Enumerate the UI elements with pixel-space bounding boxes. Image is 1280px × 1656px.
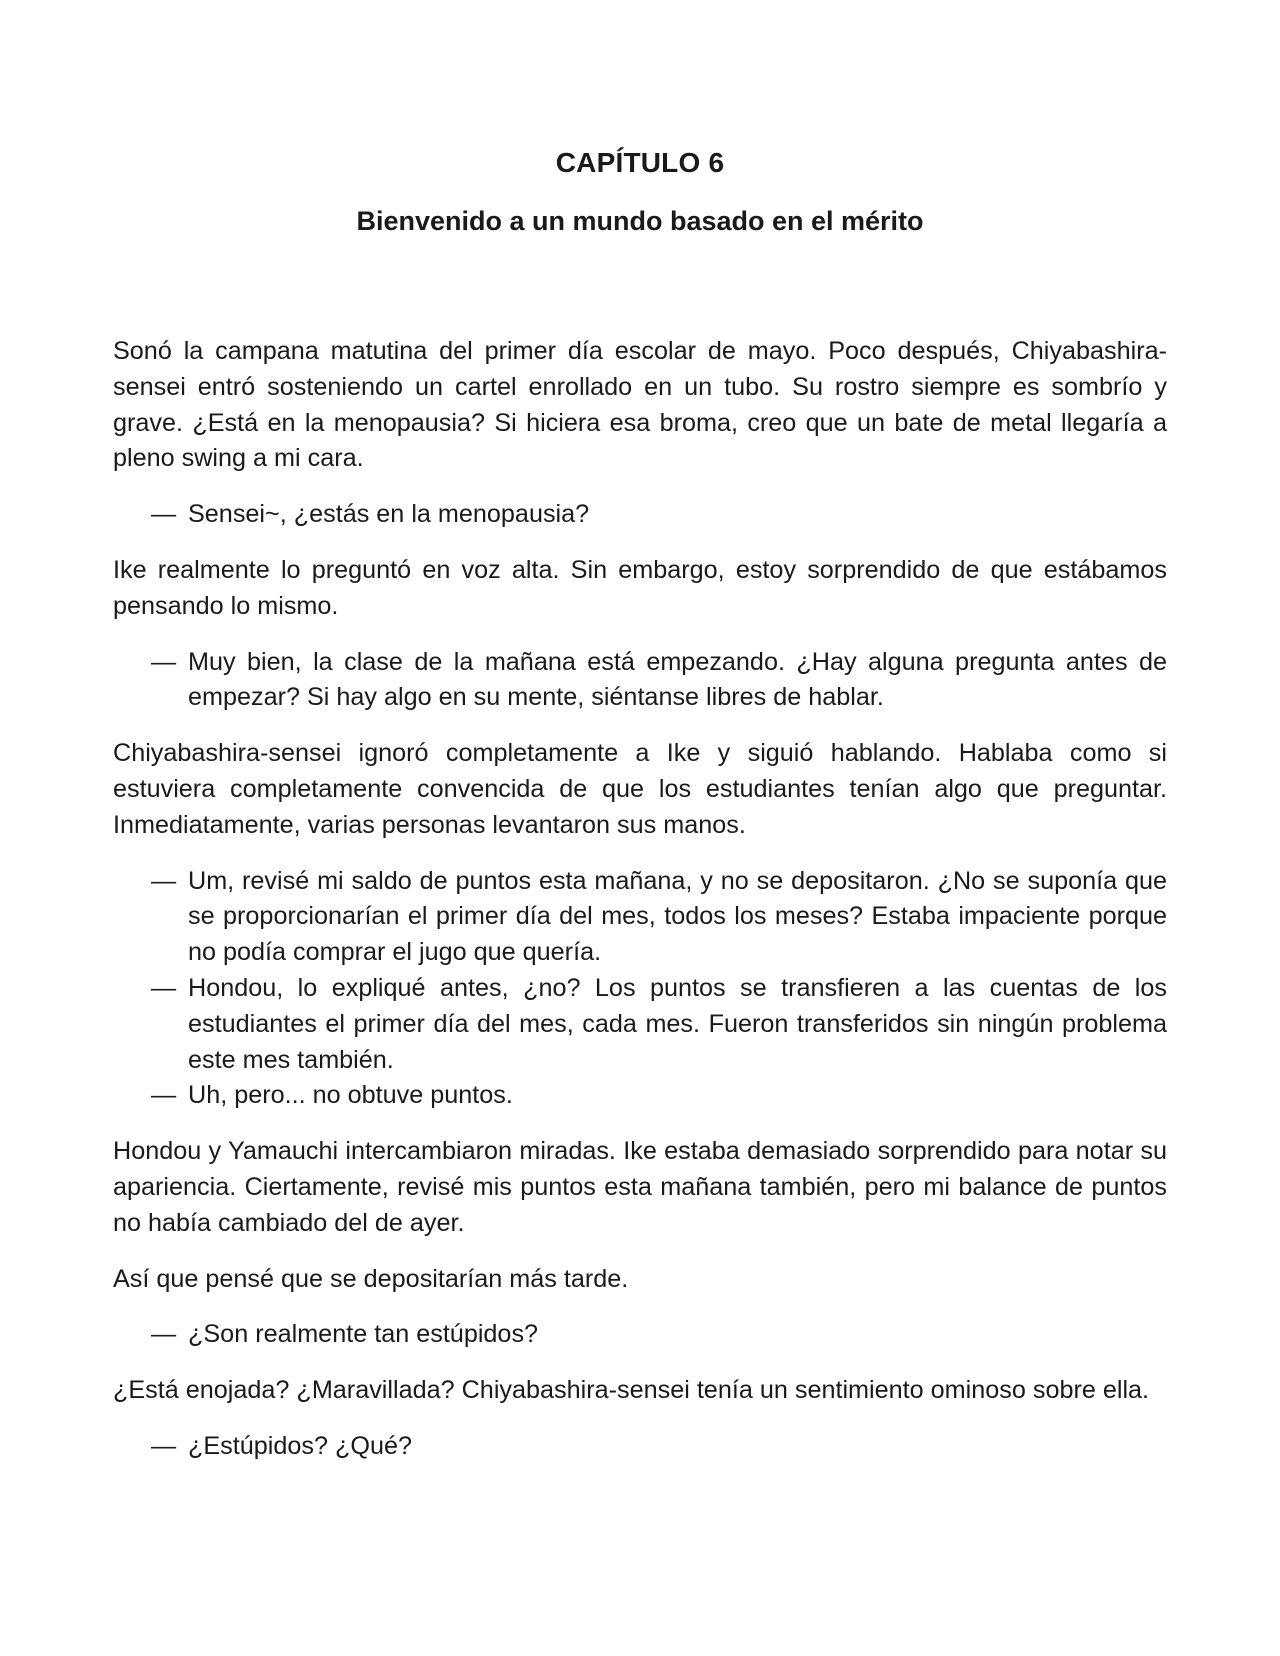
dialogue-dash: — xyxy=(151,1320,177,1349)
dialogue-dash: — xyxy=(151,866,177,895)
paragraph-4: Hondou y Yamauchi intercambiaron miradas. Ike estaba demasiado sorprendido para notar su apariencia. Ciertamente, revisé mis puntos esta mañana también, pero mi balance de puntos no había cambiado del de ayer. xyxy=(113,1137,1167,1237)
dialogue-text: Hondou, lo expliqué antes, ¿no? Los puntos se transfieren a las cuentas de los estudiantes el primer día del mes, cada mes. Fueron transferidos sin ningún problema este mes también. xyxy=(188,973,1167,1074)
paragraph-3: Chiyabashira-sensei ignoró completamente a Ike y siguió hablando. Hablaba como si estuviera completamente convencida de que los estudiantes tenían algo que preguntar. Inmediatamente, varias personas levantaron sus manos. xyxy=(113,739,1167,839)
chapter-body xyxy=(113,334,1167,1465)
dialogue-group-2 xyxy=(113,645,1167,717)
dialogue-text: Muy bien, la clase de la mañana está empezando. ¿Hay alguna pregunta antes de empezar? Si hay algo en su mente, siéntanse libres de hablar. xyxy=(188,647,1167,712)
dialogue-text: Um, revisé mi saldo de puntos esta mañana, y no se depositaron. ¿No se suponía que se proporcionarían el primer día del mes, todos los meses? Estaba impaciente porque no podía comprar el jugo que quería. xyxy=(188,866,1167,967)
chapter-title: CAPÍTULO 6 xyxy=(555,147,725,178)
dialogue-group-3 xyxy=(113,864,1167,1115)
dialogue-group-1 xyxy=(113,497,1167,533)
paragraph-6: ¿Está enojada? ¿Maravillada? Chiyabashira-sensei tenía un sentimiento ominoso sobre ella. xyxy=(113,1376,1150,1405)
chapter-subtitle: Bienvenido a un mundo basado en el mérito xyxy=(356,206,924,236)
dialogue-text: Uh, pero... no obtuve puntos. xyxy=(188,1081,513,1110)
dialogue-text: Sensei~, ¿estás en la menopausia? xyxy=(188,500,590,529)
dialogue-dash: — xyxy=(151,500,177,529)
document-page xyxy=(113,0,1167,1485)
paragraph-1: Sonó la campana matutina del primer día escolar de mayo. Poco después, Chiyabashira-sensei entró sosteniendo un cartel enrollado en un tubo. Su rostro siempre es sombrío y grave. ¿Está en la menopausia? Si hiciera esa broma, creo que un bate de metal llegaría a pleno swing a mi cara. xyxy=(113,337,1167,473)
dialogue-line-5 xyxy=(151,1078,1167,1114)
dialogue-dash: — xyxy=(151,1081,177,1110)
paragraph-5: Así que pensé que se depositarían más tarde. xyxy=(113,1264,629,1293)
dialogue-text: ¿Son realmente tan estúpidos? xyxy=(188,1320,539,1349)
dialogue-line-6 xyxy=(151,1317,1167,1353)
dialogue-line-3 xyxy=(151,864,1167,971)
dialogue-line-1 xyxy=(151,497,1167,533)
dialogue-dash: — xyxy=(151,647,177,676)
dialogue-dash: — xyxy=(151,1431,177,1460)
dialogue-line-2 xyxy=(151,645,1167,717)
dialogue-dash: — xyxy=(151,973,177,1002)
paragraph-2: Ike realmente lo preguntó en voz alta. Sin embargo, estoy sorprendido de que estábamos pensando lo mismo. xyxy=(113,555,1167,620)
dialogue-text: ¿Estúpidos? ¿Qué? xyxy=(188,1431,413,1460)
dialogue-line-4 xyxy=(151,971,1167,1078)
dialogue-line-7 xyxy=(151,1429,1167,1465)
dialogue-group-5 xyxy=(113,1429,1167,1465)
dialogue-group-4 xyxy=(113,1317,1167,1353)
